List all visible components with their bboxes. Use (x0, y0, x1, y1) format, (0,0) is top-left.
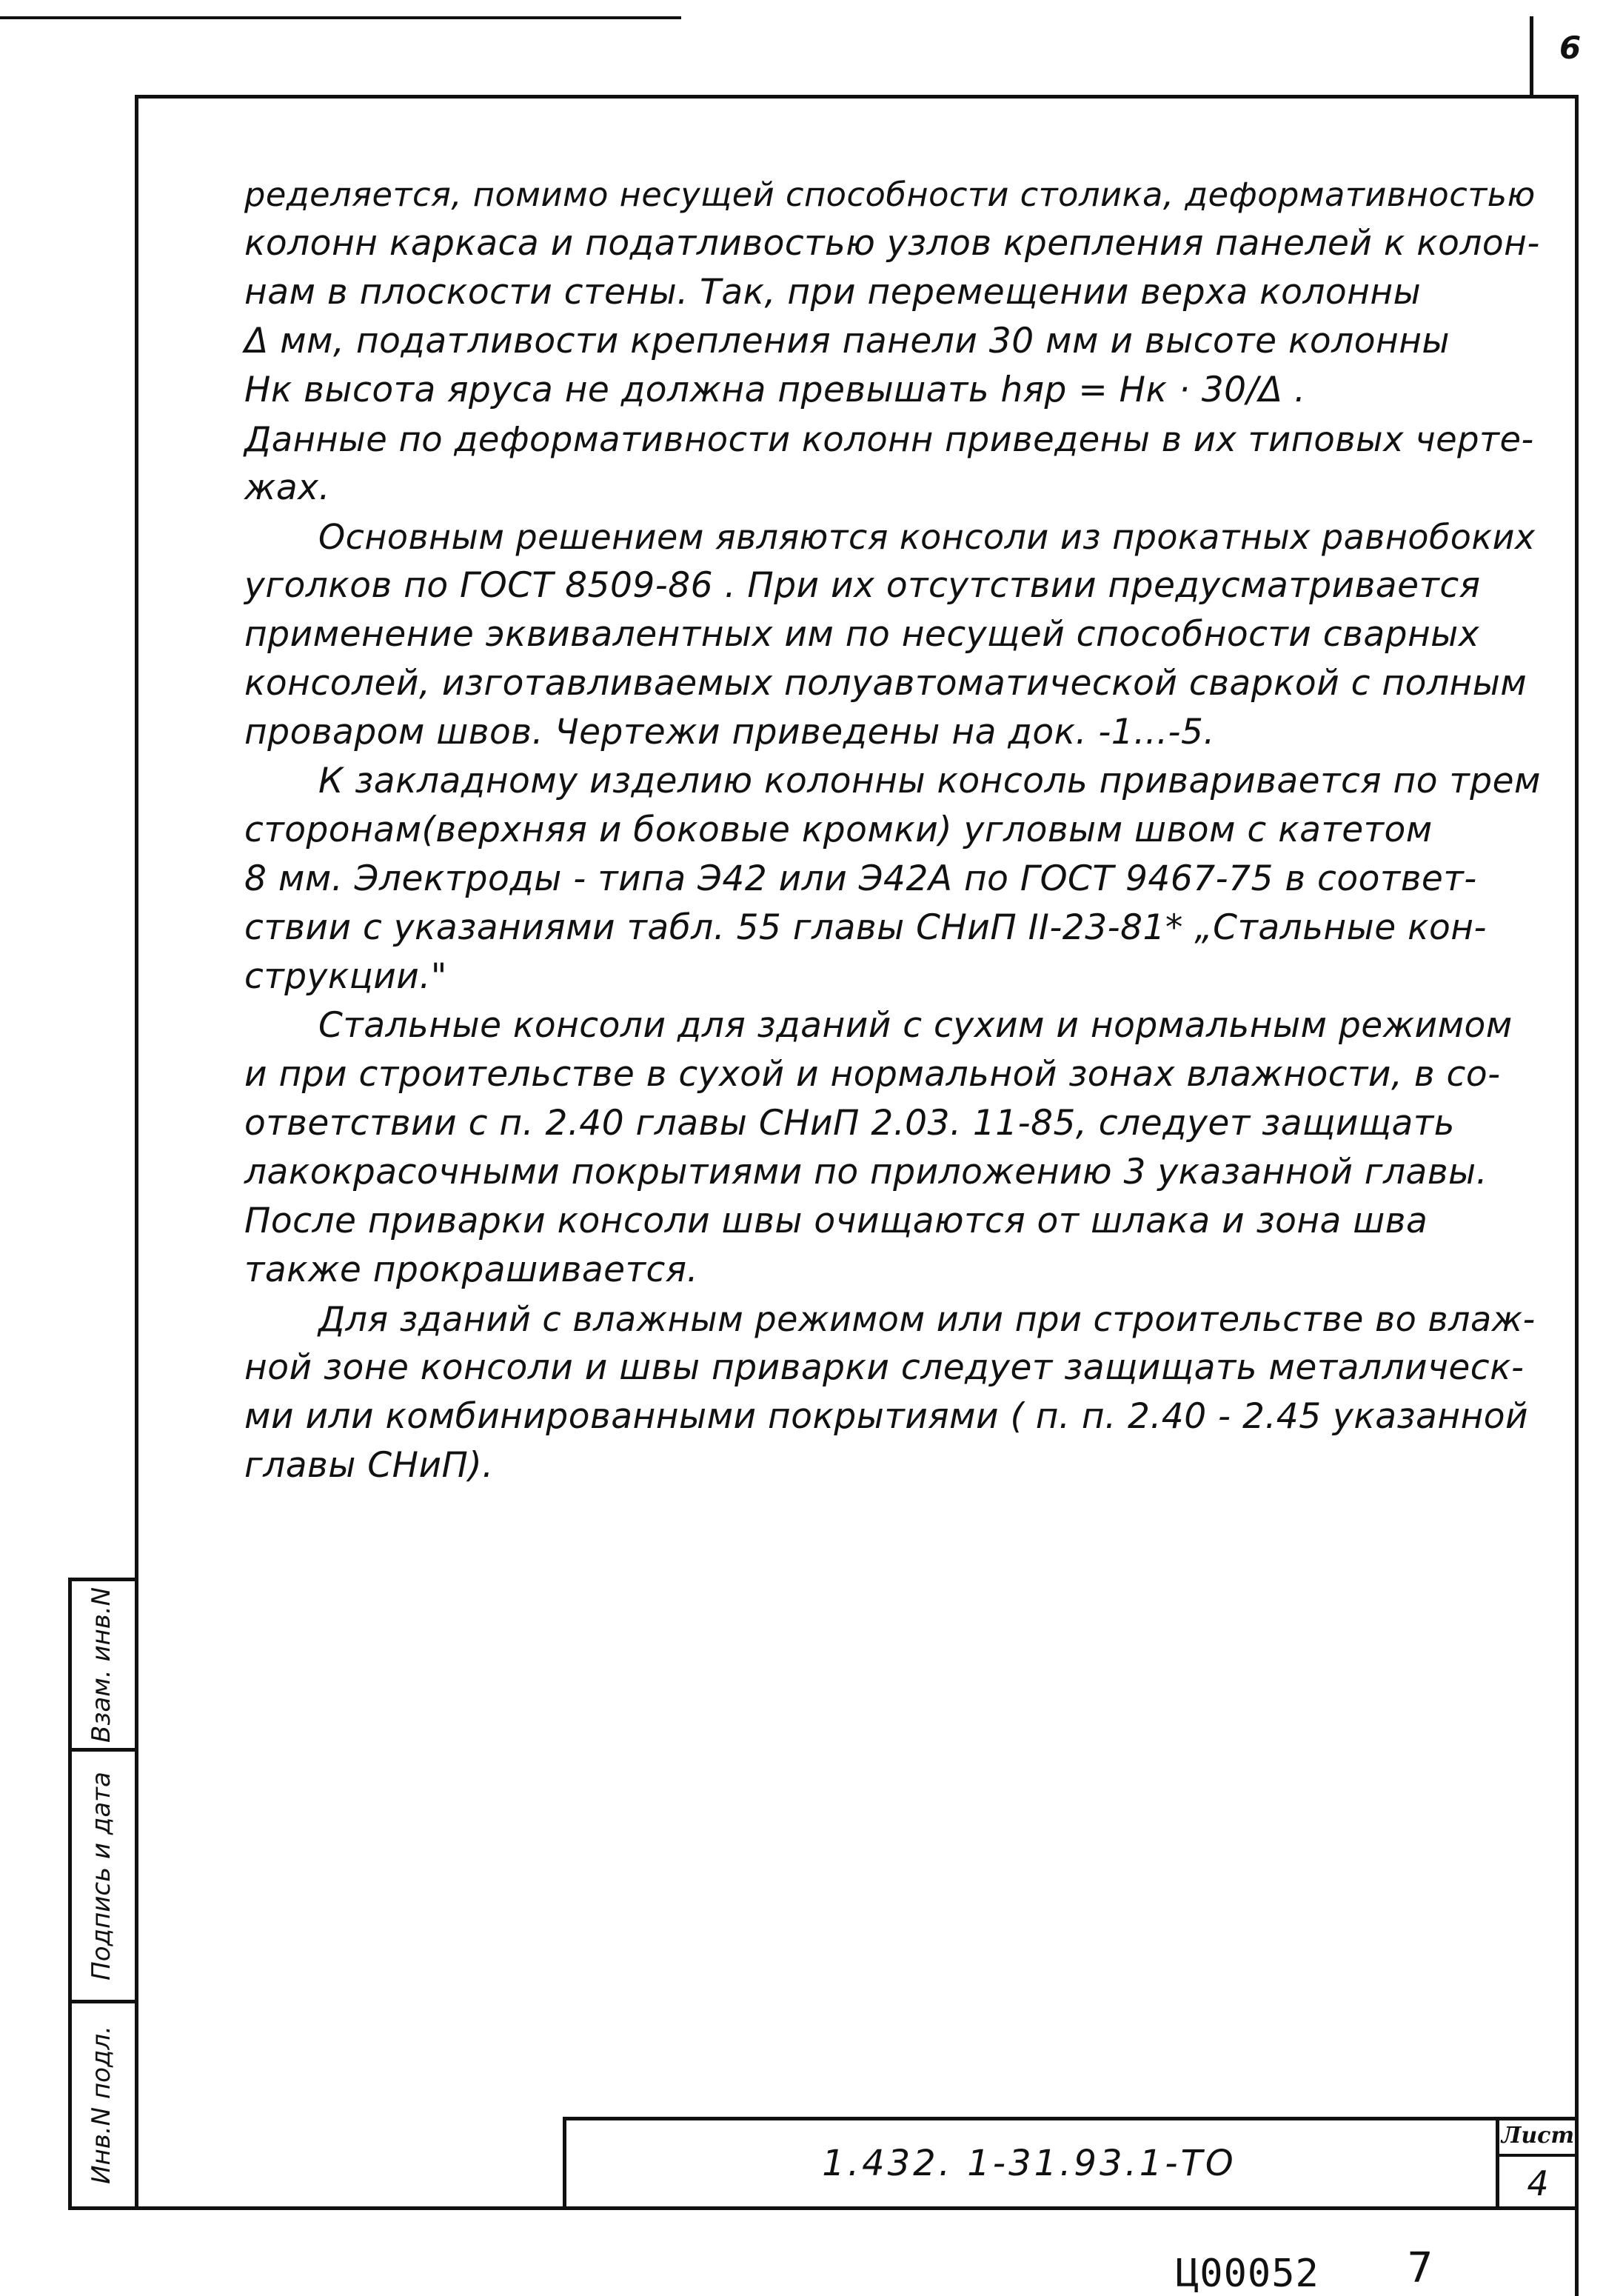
body-line: Для зданий с влажным режимом или при строительстве во влаж- (318, 1299, 1536, 1339)
body-line: ми или комбинированными покрытиями ( п. п. 2.40 - 2.45 указанной (244, 1396, 1529, 1437)
body-line: Стальные консоли для зданий с сухим и нормальным режимом (318, 1005, 1513, 1046)
body-text (244, 170, 1547, 1490)
body-line: лакокрасочными покрытиями по приложению 3 указанной главы. (244, 1152, 1488, 1192)
archive-page: 7 (1407, 2244, 1433, 2292)
archive-number: Ц00052 (1176, 2252, 1319, 2296)
body-line: также прокрашивается. (244, 1249, 699, 1290)
body-line: ределяется, помимо несущей способности столика, деформативностью (244, 176, 1536, 214)
side-label-signature-date: Подпись и дата (87, 1771, 117, 1980)
side-label-replace-inv: Взам. инв.N (87, 1586, 117, 1743)
body-line: нам в плоскости стены. Так, при перемещении верха колонны (244, 272, 1422, 313)
body-line: ной зоне консоли и швы приварки следует защищать металлическ- (244, 1347, 1525, 1388)
body-line: 8 мм. Электроды - типа Э42 или Э42А по ГОСТ 9467-75 в соответ- (244, 858, 1477, 899)
body-line: струкции." (244, 956, 447, 997)
body-line: уголков по ГОСТ 8509-86 . При их отсутствии предусматривается (244, 565, 1481, 606)
body-line: После приварки консоли швы очищаются от шлака и зона шва (244, 1201, 1428, 1241)
body-line: жах. (244, 467, 330, 508)
body-line: главы СНиП). (244, 1445, 494, 1486)
side-label-inv-original: Инв.N подл. (87, 2026, 117, 2184)
body-line: проваром швов. Чертежи приведены на док. -1...-5. (244, 712, 1215, 752)
sheet-number: 4 (1527, 2163, 1549, 2203)
corner-mark-rule (1530, 16, 1533, 95)
body-line: Hк высота яруса не должна превышать hяр = Hк · 30/Δ . (244, 370, 1306, 410)
body-line: ствии с указаниями табл. 55 главы СНиП II-23-81* „Стальные кон- (244, 907, 1487, 948)
body-line: К закладному изделию колонны консоль приваривается по трем (318, 761, 1542, 801)
body-line: Δ мм, податливости крепления панели 30 мм и высоте колонны (244, 321, 1450, 361)
body-line: сторонам(верхняя и боковые кромки) угловым швом с катетом (244, 810, 1433, 850)
side-stamp-bottom (68, 2206, 138, 2210)
body-line: Данные по деформативности колонн приведены в их типовых черте- (244, 419, 1534, 459)
body-line: Основным решением являются консоли из прокатных равнобоких (318, 517, 1536, 557)
body-line: консолей, изготавливаемых полуавтоматической сваркой с полным (244, 663, 1527, 704)
document-code: 1.432. 1-31.93.1-ТО (822, 2143, 1237, 2184)
sheet-label: Лист (1501, 2122, 1575, 2149)
top-rule (0, 16, 681, 19)
body-line: ответствии с п. 2.40 главы СНиП 2.03. 11-85, следует защищать (244, 1103, 1455, 1144)
body-line: колонн каркаса и податливостью узлов крепления панелей к колон- (244, 223, 1540, 264)
body-line: применение эквивалентных им по несущей способности сварных (244, 614, 1480, 655)
body-line: и при строительстве в сухой и нормальной зонах влажности, в со- (244, 1054, 1501, 1095)
corner-page-number: 6 (1559, 30, 1582, 66)
right-edge-rule (1575, 2210, 1579, 2296)
